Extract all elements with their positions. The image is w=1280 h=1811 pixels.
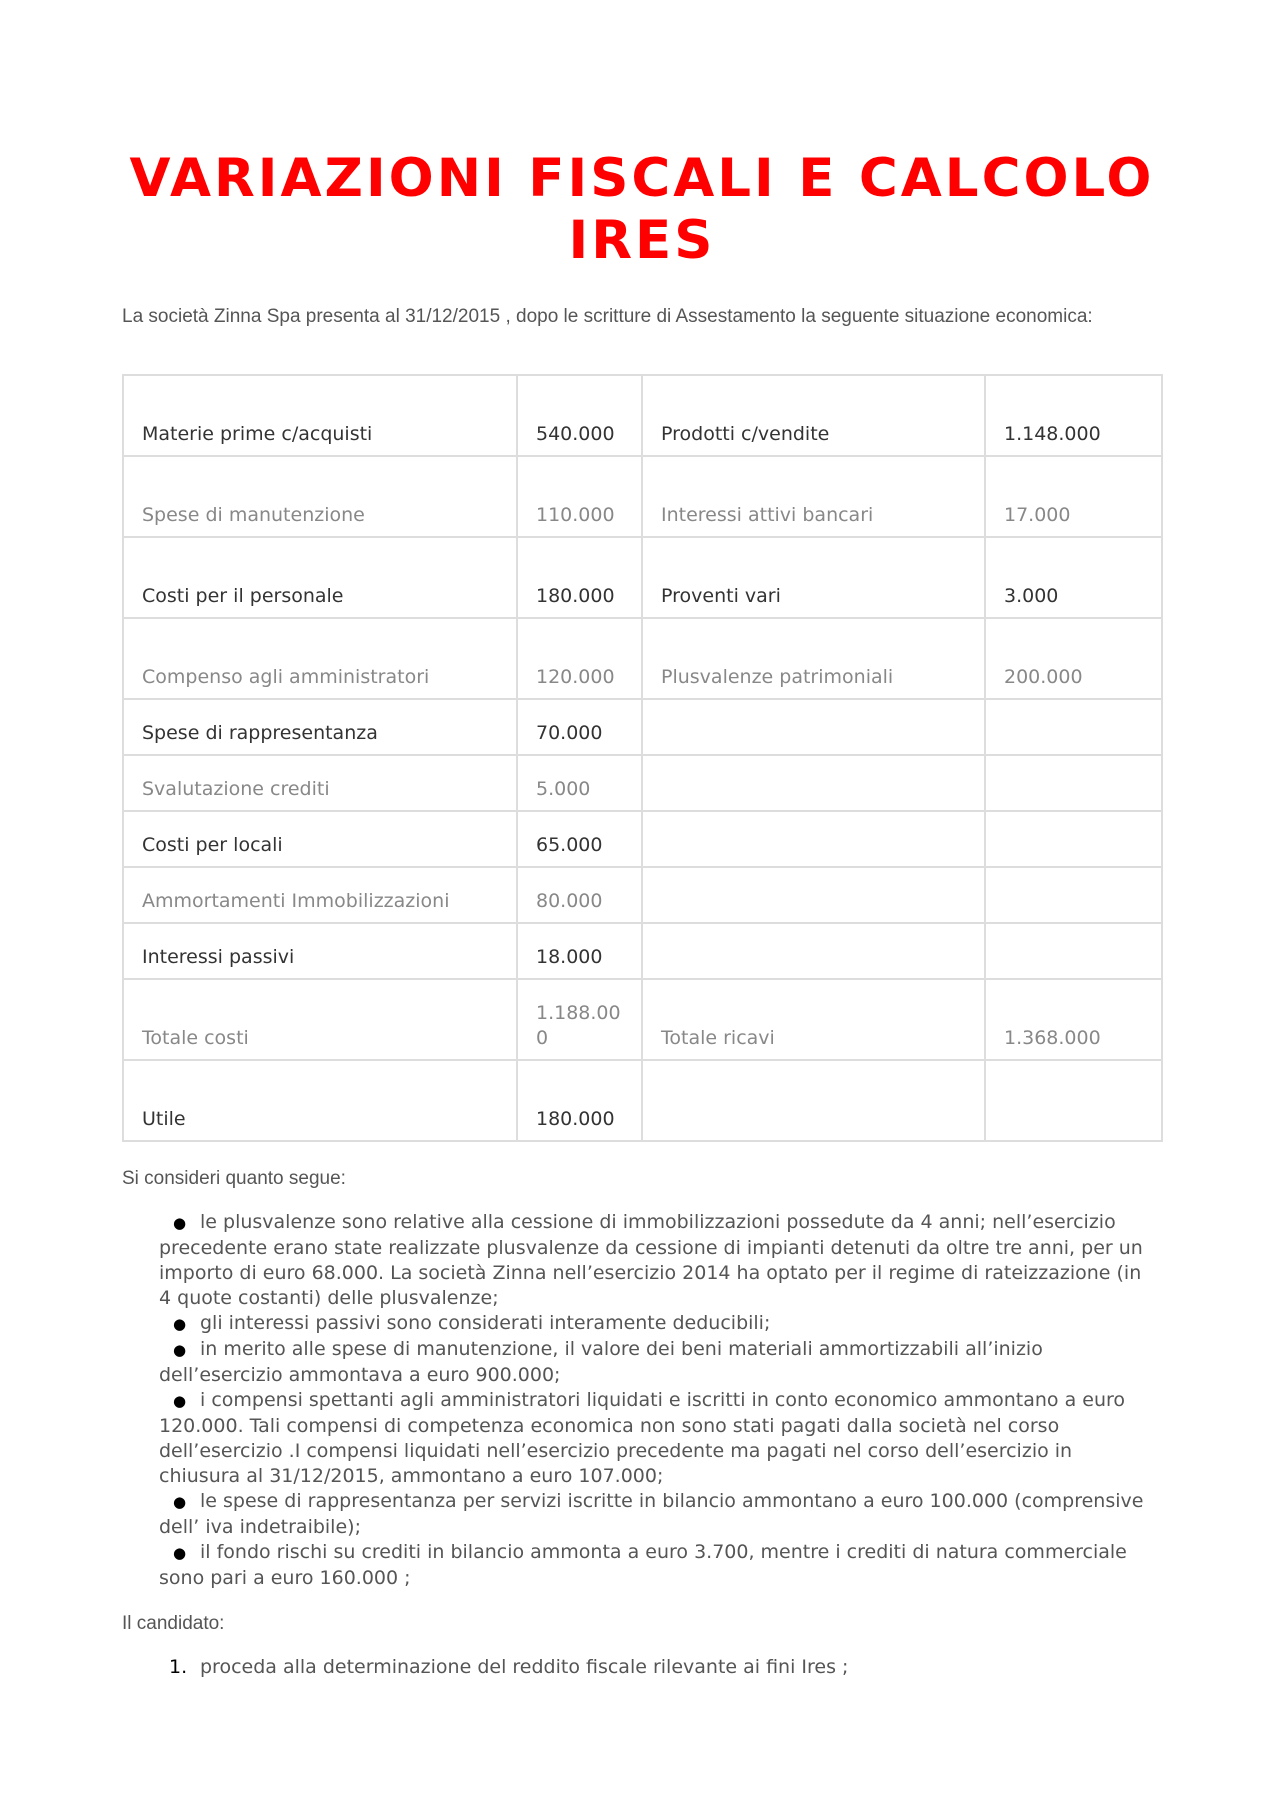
profit-value: 180.000	[517, 1060, 642, 1141]
total-revenues-value: 1.368.000	[985, 979, 1162, 1060]
bullet-icon: ●	[172, 1392, 187, 1410]
list-item-text: i compensi spettanti agli amministratori liquidati e iscritti in conto economico ammontano a euro 120.000. Tali compensi di competenza economica non sono stati pagati dalla società nel corso dell’esercizio .I compensi liquidati nell’esercizio precedente ma pagati nel corso dell’esercizio in chiusura al 31/12/2015, ammontano a euro 107.000;	[159, 1389, 1126, 1487]
page-title: VARIAZIONI FISCALI E CALCOLO IRES	[129, 148, 1155, 271]
total-costs-value: 1.188.000	[517, 979, 642, 1060]
list-item-text: le spese di rappresentanza per servizi iscritte in bilancio ammontano a euro 100.000 (comprensive dell’ iva indetraibile);	[159, 1490, 1144, 1538]
list-item	[159, 1210, 1159, 1311]
candidate-label: Il candidato:	[122, 1613, 225, 1634]
cost-value: 80.000	[517, 867, 642, 923]
revenue-value: 1.148.000	[985, 375, 1162, 456]
table-row-profit	[123, 1060, 1162, 1141]
cost-value: 120.000	[517, 618, 642, 699]
revenue-label: Interessi attivi bancari	[642, 456, 985, 537]
cost-value: 180.000	[517, 537, 642, 618]
cost-label: Spese di manutenzione	[123, 456, 517, 537]
revenue-label: Prodotti c/vendite	[642, 375, 985, 456]
bullet-icon: ●	[172, 1493, 187, 1511]
revenue-label	[642, 923, 985, 979]
list-item-text: il fondo rischi su crediti in bilancio ammonta a euro 3.700, mentre i crediti di natura commerciale sono pari a euro 160.000 ;	[159, 1541, 1127, 1589]
table-row	[123, 456, 1162, 537]
table-row	[123, 375, 1162, 456]
cost-value: 540.000	[517, 375, 642, 456]
empty-cell	[642, 1060, 985, 1141]
list-item	[159, 1540, 1159, 1591]
cost-label: Spese di rappresentanza	[123, 699, 517, 755]
table-row	[123, 755, 1162, 811]
revenue-value	[985, 923, 1162, 979]
cost-value: 5.000	[517, 755, 642, 811]
table-row-totals	[123, 979, 1162, 1060]
revenue-label: Proventi vari	[642, 537, 985, 618]
total-revenues-label: Totale ricavi	[642, 979, 985, 1060]
revenue-label	[642, 811, 985, 867]
revenue-label	[642, 867, 985, 923]
revenue-label: Plusvalenze patrimoniali	[642, 618, 985, 699]
bullet-icon: ●	[172, 1315, 187, 1333]
tasks-list	[169, 1655, 848, 1680]
cost-value: 70.000	[517, 699, 642, 755]
revenue-label	[642, 755, 985, 811]
table-row	[123, 867, 1162, 923]
table-row	[123, 618, 1162, 699]
revenue-value	[985, 699, 1162, 755]
revenue-label	[642, 699, 985, 755]
cost-value: 110.000	[517, 456, 642, 537]
income-statement-table	[122, 374, 1163, 1142]
cost-label: Materie prime c/acquisti	[123, 375, 517, 456]
revenue-value	[985, 811, 1162, 867]
table-row	[123, 923, 1162, 979]
consider-label: Si consideri quanto segue:	[122, 1168, 346, 1189]
list-item-text: gli interessi passivi sono considerati interamente deducibili;	[200, 1312, 771, 1334]
total-costs-label: Totale costi	[123, 979, 517, 1060]
revenue-value: 200.000	[985, 618, 1162, 699]
cost-label: Ammortamenti Immobilizzazioni	[123, 867, 517, 923]
cost-label: Interessi passivi	[123, 923, 517, 979]
bullet-icon: ●	[172, 1544, 187, 1562]
list-item	[159, 1337, 1159, 1388]
table-row	[123, 537, 1162, 618]
revenue-value	[985, 867, 1162, 923]
list-item	[159, 1489, 1159, 1540]
list-item-text: le plusvalenze sono relative alla cessione di immobilizzazioni possedute da 4 anni; nell’esercizio precedente erano state realizzate plusvalenze da cessione di impianti detenuti da oltre tre anni, per un importo di euro 68.000. La società Zinna nell’esercizio 2014 ha optato per il regime di rateizzazione (in 4 quote costanti) delle plusvalenze;	[159, 1211, 1143, 1309]
cost-value: 18.000	[517, 923, 642, 979]
intro-paragraph: La società Zinna Spa presenta al 31/12/2015 , dopo le scritture di Assestamento la seguente situazione economica:	[122, 306, 1093, 327]
list-item-text: in merito alle spese di manutenzione, il valore dei beni materiali ammortizzabili all’inizio dell’esercizio ammontava a euro 900.000;	[159, 1338, 1043, 1386]
cost-label: Costi per il personale	[123, 537, 517, 618]
revenue-value	[985, 755, 1162, 811]
revenue-value: 17.000	[985, 456, 1162, 537]
considerations-list	[159, 1210, 1159, 1591]
cost-label: Svalutazione crediti	[123, 755, 517, 811]
empty-cell	[985, 1060, 1162, 1141]
bullet-icon: ●	[172, 1341, 187, 1359]
task-item	[169, 1655, 848, 1680]
cost-label: Costi per locali	[123, 811, 517, 867]
profit-label: Utile	[123, 1060, 517, 1141]
list-item	[159, 1311, 1159, 1337]
cost-value: 65.000	[517, 811, 642, 867]
revenue-value: 3.000	[985, 537, 1162, 618]
cost-label: Compenso agli amministratori	[123, 618, 517, 699]
task-text: proceda alla determinazione del reddito fiscale rilevante ai fini Ires ;	[200, 1656, 849, 1678]
table-row	[123, 811, 1162, 867]
table-row	[123, 699, 1162, 755]
task-number: 1.	[169, 1656, 188, 1678]
list-item	[159, 1388, 1159, 1489]
bullet-icon: ●	[172, 1214, 187, 1232]
